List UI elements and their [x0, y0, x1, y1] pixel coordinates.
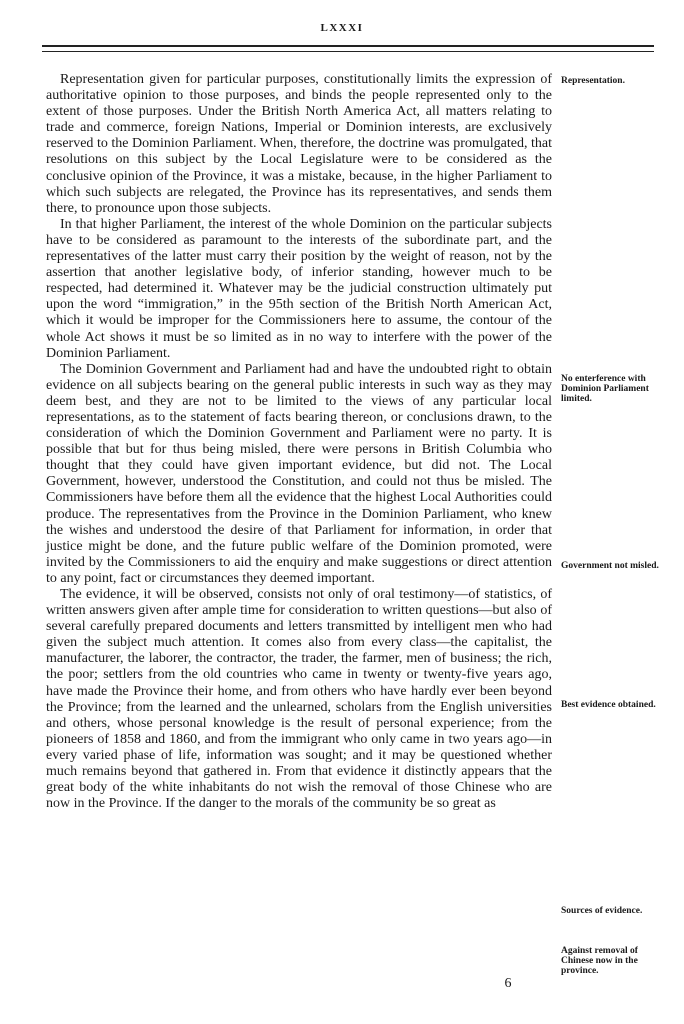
page-header: LXXXI [320, 22, 364, 34]
side-note-representation: Representation. [561, 76, 625, 86]
side-note-no-interference: No enterference with Dominion Parliament limited. [561, 374, 649, 404]
header-rule-thin [42, 51, 654, 52]
side-note-government-not-misled: Government not misled. [561, 561, 659, 571]
side-note-sources-of-evidence: Sources of evidence. [561, 906, 643, 916]
header-rule-thick [42, 45, 654, 47]
paragraph: In that higher Parliament, the interest of the whole Dominion on the particular subjects have to be considered as paramount to the interests of the subordinate part, and the representatives of the latter must carry their position by the weight of reason, not by the assertion that another legislative body, of inferior standing, however much to be respected, had determined it. Whatever may be the judicial construction ultimately put upon the word “immigration,” in the 95th section of the British North American Act, which it would be improper for the Commissioners here to assume, the contour of the whole Act shows it must be so limited as in no way to interfere with the power of the Dominion Parliament. [46, 216, 552, 361]
paragraph: The Dominion Government and Parliament had and have the undoubted right to obtain evidence on all subjects bearing on the general public interests in such way as they may deem best, and they are not to be limited to the views of any particular local representations, as to the statement of facts bearing thereon, or conclusions drawn, to the consideration of which the Dominion Government and Parliament were no party. It is possible that but for thus being misled, there were persons in British Columbia who thought that they could have given important evidence, but did not. The Local Government, however, understood the Constitution, and could not thus be misled. The Commissioners have before them all the evidence that the highest Local Authorities could produce. The representatives from the Province in the Dominion Parliament, who knew the wishes and understood the desire of that Parliament for information, in order that justice might be done, and the future public welfare of the Dominion promoted, were invited by the Commissioners to aid the enquiry and make suggestions or direct attention to any point, fact or circumstances they deemed important. [46, 361, 552, 586]
side-note-against-removal: Against removal of Chinese now in the province. [561, 946, 638, 976]
body-text [46, 72, 552, 812]
paragraph: The evidence, it will be observed, consists not only of oral testimony—of statistics, of written answers given after ample time for consideration to written questions—but also of several carefully prepared documents and letters transmitted by intelligent men who had given the subject much attention. It comes also from every class—the capitalist, the manufacturer, the laborer, the contractor, the trader, the farmer, men of business; the rich, the poor; settlers from the old countries who came in twenty or twenty-five years ago, have made the Province their home, and from others who have hardly ever been beyond the Province; from the learned and the unlearned, scholars from the English universities and others, whose personal knowledge is the result of personal experience; from the pioneers of 1858 and 1860, and from the immigrant who only came in two years ago—in every varied phase of life, information was sought; and it may be questioned whether much remains beyond that gathered in. From that evidence it distinctly appears that the great body of the white inhabitants do not wish the removal of those Chinese who are now in the Province. If the danger to the morals of the community be so great as [46, 587, 552, 812]
paragraph: Representation given for particular purposes, constitutionally limits the expression of authoritative opinion to those purposes, and binds the people represented only to the extent of those purposes. Under the British North America Act, all matters relating to trade and commerce, foreign Nations, Imperial or Dominion interests, are exclusively reserved to the Dominion Parliament. When, therefore, the doctrine was promulgated, that resolutions on this subject by the Local Legislature were to be considered as the conclusive opinion of the Province, it was a mistake, because, in the higher Parliament to which such subjects are relegated, the Province has its representatives, and sends them there, to pronounce upon those subjects. [46, 72, 552, 216]
side-note-best-evidence: Best evidence obtained. [561, 700, 656, 710]
page-number: 6 [504, 976, 512, 991]
